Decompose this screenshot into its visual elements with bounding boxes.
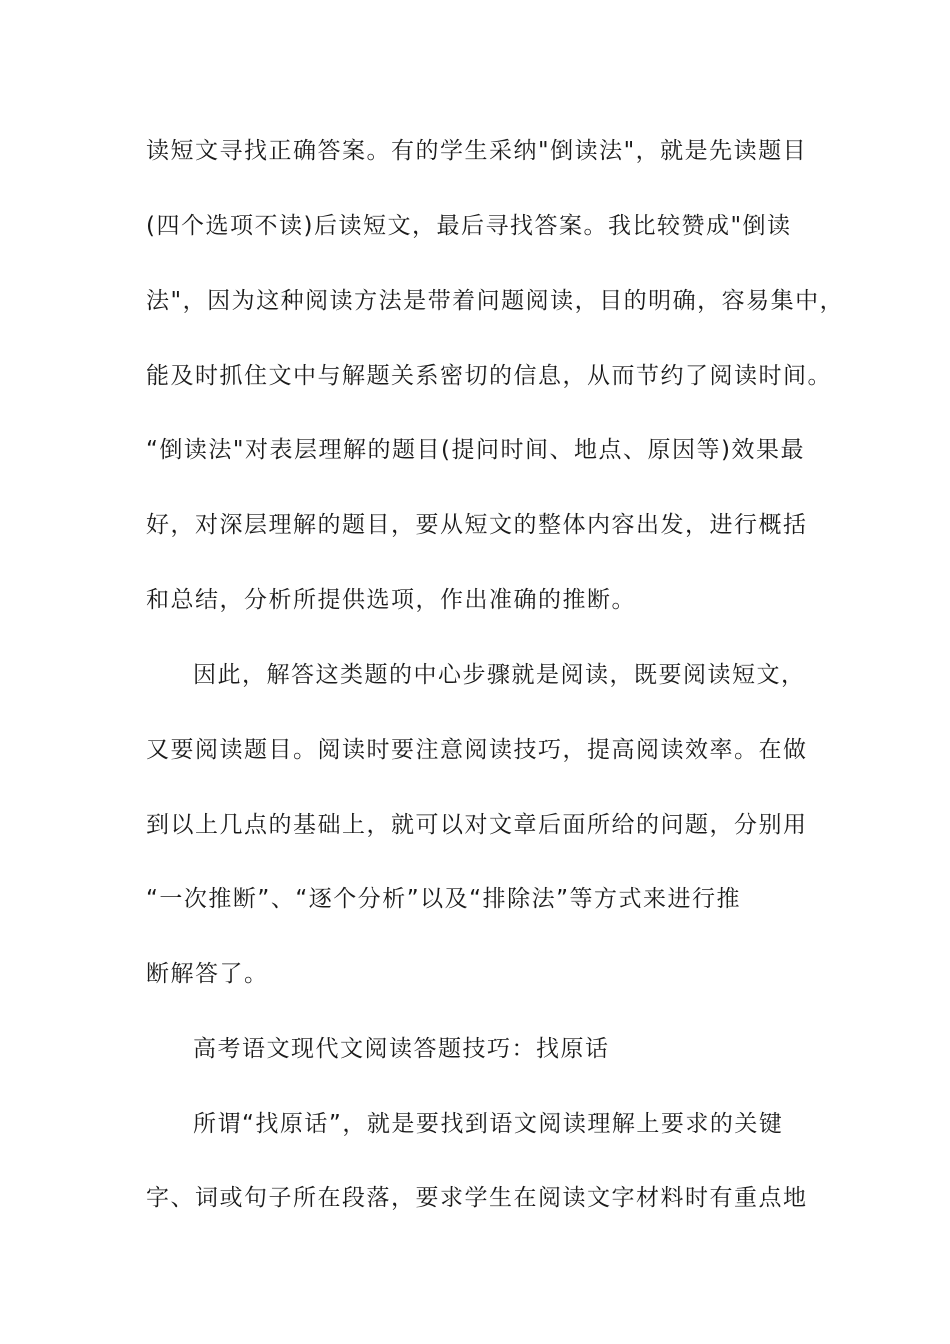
text-line: 到以上几点的基础上，就可以对文章后面所给的问题，分别用 [146,812,808,838]
text-line: 能及时抓住文中与解题关系密切的信息，从而节约了阅读时间。 [146,363,832,389]
paragraph-start-line: 因此，解答这类题的中心步骤就是阅读，既要阅读短文， [193,662,806,688]
section-heading: 高考语文现代文阅读答题技巧：找原话 [193,1036,610,1062]
text-line: 读短文寻找正确答案。有的学生采纳"倒读法"，就是先读题目 [146,138,808,164]
text-line: “一次推断”、“逐个分析”以及“排除法”等方式来进行推 [146,886,741,912]
text-line: 断解答了。 [146,961,269,987]
text-line: “倒读法"对表层理解的题目(提问时间、地点、原因等)效果最 [146,437,805,463]
paragraph-start-line: 所谓“找原话”，就是要找到语文阅读理解上要求的关键 [193,1111,784,1137]
text-line: 又要阅读题目。阅读时要注意阅读技巧，提高阅读效率。在做 [146,737,808,763]
text-line: 字、词或句子所在段落，要求学生在阅读文字材料时有重点地 [146,1185,808,1211]
text-line: 和总结，分析所提供选项，作出准确的推断。 [146,587,636,613]
text-line: (四个选项不读)后读短文，最后寻找答案。我比较赞成"倒读 [146,213,792,239]
text-line: 好，对深层理解的题目，要从短文的整体内容出发，进行概括 [146,512,808,538]
text-line: 法"，因为这种阅读方法是带着问题阅读，目的明确，容易集中， [146,288,845,314]
